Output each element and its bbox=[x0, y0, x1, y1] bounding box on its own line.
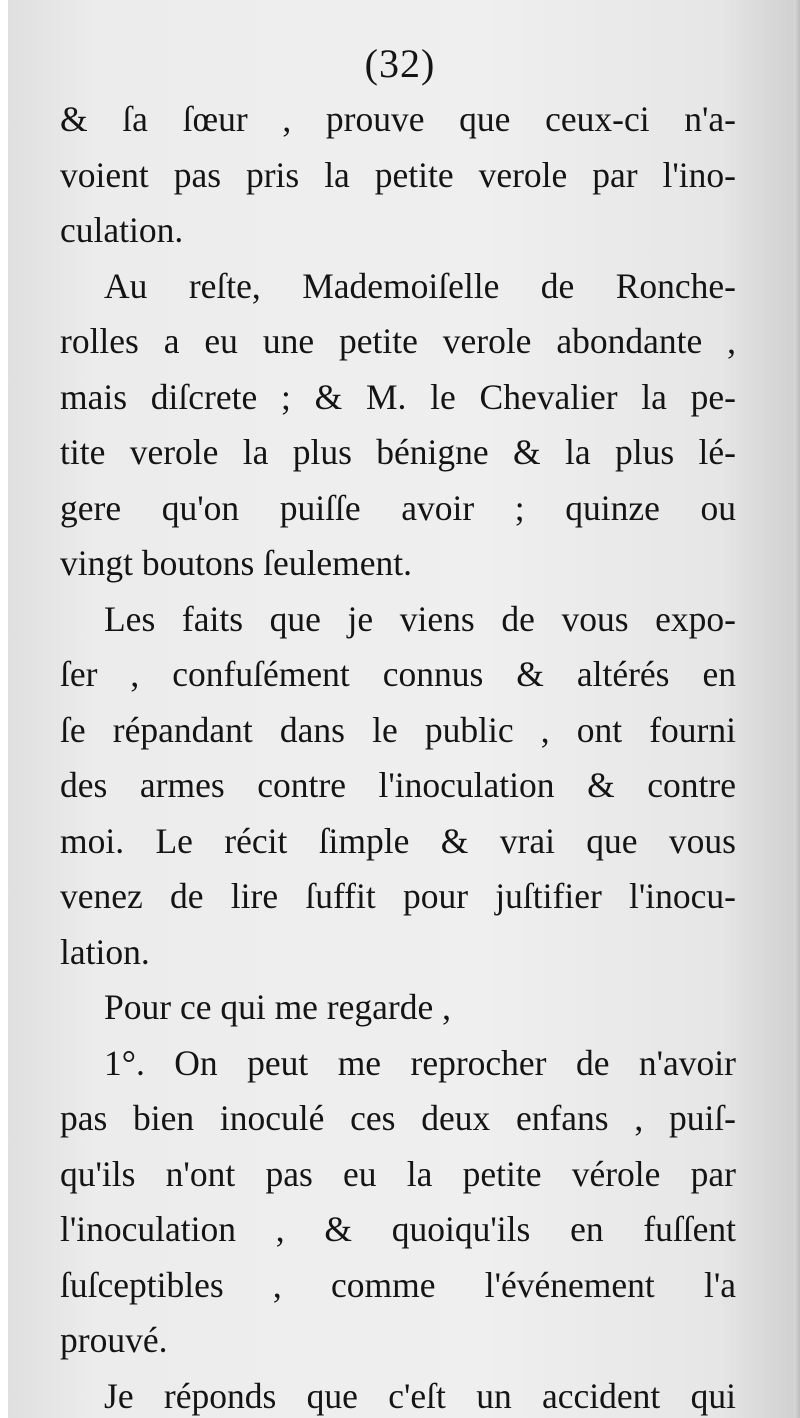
text-line: lation. bbox=[60, 931, 150, 972]
body-text bbox=[60, 92, 736, 1418]
text-line: Au reſte, Mademoiſelle de Ronche- bbox=[104, 265, 736, 306]
text-line: Les faits que je viens de vous expo- bbox=[104, 598, 736, 639]
page-margin-left bbox=[0, 0, 8, 1418]
text-line: venez de lire ſuffit pour juſtifier l'inocu- bbox=[60, 876, 736, 916]
text-line: l'inoculation , & quoiqu'ils en fuſſent bbox=[60, 1209, 736, 1249]
text-line: ſuſceptibles , comme l'événement l'a bbox=[60, 1264, 736, 1305]
page-gutter-shadow bbox=[794, 0, 800, 1418]
text-line: rolles a eu une petite verole abondante , bbox=[60, 321, 736, 361]
text-line: qu'ils n'ont pas eu la petite vérole par bbox=[60, 1153, 736, 1194]
text-line: gere qu'on puiſſe avoir ; quinze ou bbox=[60, 487, 736, 528]
text-line: Pour ce qui me regarde , bbox=[104, 987, 451, 1027]
text-line: culation. bbox=[60, 210, 184, 250]
text-line: des armes contre l'inoculation & contre bbox=[60, 765, 736, 805]
text-line: voient pas pris la petite verole par l'ino- bbox=[60, 154, 736, 195]
text-line: ſe répandant dans le public , ont fourni bbox=[60, 709, 736, 750]
text-line: mais diſcrete ; & M. le Chevalier la pe- bbox=[60, 376, 736, 417]
text-line: & ſa ſœur , prouve que ceux-ci n'a- bbox=[60, 99, 736, 139]
text-line: pas bien inoculé ces deux enfans , puiſ- bbox=[60, 1098, 736, 1138]
page-number: (32) bbox=[364, 41, 436, 86]
text-line: moi. Le récit ſimple & vrai que vous bbox=[60, 820, 736, 861]
text-line: prouvé. bbox=[60, 1320, 168, 1360]
text-line: tite verole la plus bénigne & la plus lé- bbox=[60, 432, 736, 472]
text-line: Je réponds que c'eſt un accident qui bbox=[104, 1375, 736, 1416]
text-line: vingt boutons ſeulement. bbox=[60, 543, 413, 583]
text-line: 1°. On peut me reprocher de n'avoir bbox=[104, 1042, 736, 1083]
text-line: ſer , confuſément connus & altérés en bbox=[60, 654, 736, 694]
